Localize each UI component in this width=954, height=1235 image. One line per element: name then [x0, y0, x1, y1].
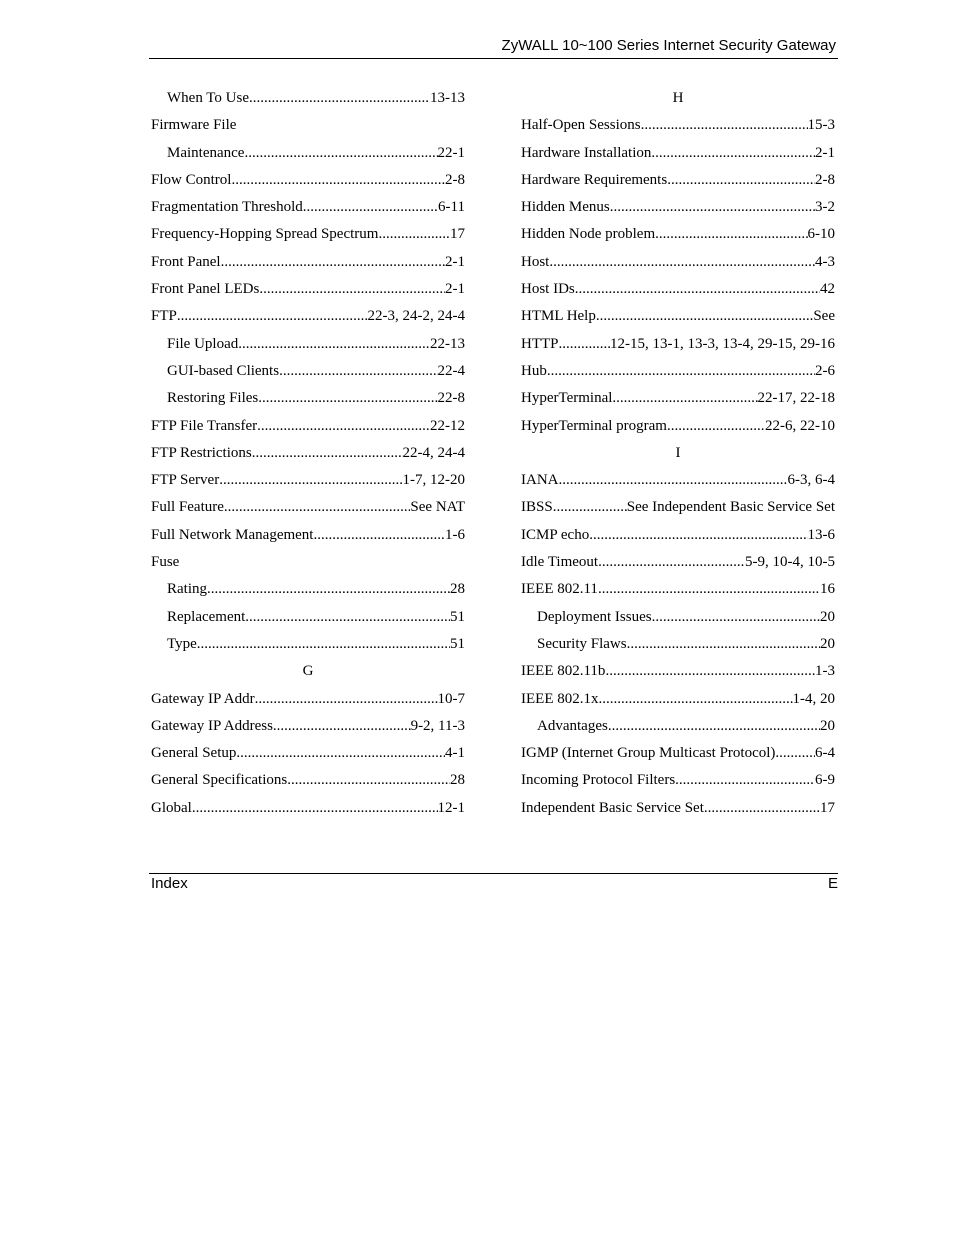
index-page-ref: 20: [820, 608, 835, 625]
dot-leader: [559, 467, 788, 494]
index-term: FTP Server: [151, 472, 220, 489]
index-entry: [151, 221, 465, 248]
index-entry: [521, 167, 835, 194]
index-term: Fragmentation Threshold: [151, 199, 303, 216]
index-subentry: [151, 576, 465, 603]
index-page-ref: 28: [450, 581, 465, 598]
index-page-ref: 10-7: [437, 690, 465, 707]
index-term: Type: [167, 635, 197, 652]
dot-leader: [641, 112, 808, 139]
index-entry: [521, 385, 835, 412]
index-page-ref: 1-6: [445, 526, 465, 543]
index-entry: [521, 249, 835, 276]
index-page-ref: 2-8: [815, 171, 835, 188]
index-term: Front Panel: [151, 253, 221, 270]
index-page-ref: 12-1: [437, 799, 465, 816]
index-term: HTML Help: [521, 308, 596, 325]
index-page-ref: 20: [820, 717, 835, 734]
dot-leader: [249, 85, 430, 112]
index-subentry: [151, 358, 465, 385]
index-page-ref: 22-3, 24-2, 24-4: [367, 308, 465, 325]
index-entry: [151, 112, 465, 139]
dot-leader: [655, 221, 807, 248]
index-page-ref: 51: [450, 635, 465, 652]
index-page-ref: 28: [450, 772, 465, 789]
page-header-title: ZyWALL 10~100 Series Internet Security Gateway: [501, 37, 836, 54]
footer-section-label: Index: [151, 875, 188, 892]
index-subentry: [151, 385, 465, 412]
index-page-ref: 42: [820, 281, 835, 298]
index-term: Independent Basic Service Set: [521, 799, 704, 816]
index-term: FTP: [151, 308, 177, 325]
index-term: IEEE 802.11b: [521, 663, 606, 680]
index-page-ref: 22-4: [437, 362, 465, 379]
dot-leader: [245, 604, 450, 631]
index-entry: [151, 686, 465, 713]
index-page-ref: 22-12: [430, 417, 465, 434]
dot-leader: [589, 522, 807, 549]
index-term: When To Use: [167, 90, 249, 106]
dot-leader: [207, 576, 450, 603]
index-term: General Specifications: [151, 772, 288, 789]
dot-leader: [287, 767, 450, 794]
dot-leader: [704, 795, 820, 822]
index-term: Hub: [521, 362, 547, 379]
index-term: Maintenance: [167, 144, 245, 161]
dot-leader: [224, 494, 411, 521]
index-term: GUI-based Clients: [167, 362, 280, 379]
index-term: Host: [521, 253, 550, 270]
index-term: Front Panel LEDs: [151, 281, 260, 298]
dot-leader: [236, 740, 445, 767]
index-page-ref: 3-2: [815, 199, 835, 216]
index-entry: [151, 276, 465, 303]
dot-leader: [549, 249, 815, 276]
index-term: Host IDs: [521, 281, 575, 298]
dot-leader: [547, 358, 815, 385]
dot-leader: [608, 713, 820, 740]
index-page-ref: 6-9: [815, 772, 835, 789]
index-term: Incoming Protocol Filters: [521, 772, 676, 789]
index-subentry: [151, 85, 465, 112]
dot-leader: [575, 276, 820, 303]
index-entry: [521, 303, 835, 330]
index-term: Hardware Installation: [521, 144, 652, 161]
index-entry: [151, 767, 465, 794]
index-entry: [151, 303, 465, 330]
index-entry: [151, 440, 465, 467]
index-term: Hidden Menus: [521, 199, 610, 216]
index-entry: [521, 767, 835, 794]
dot-leader: [652, 604, 820, 631]
index-term: IEEE 802.11: [521, 581, 598, 598]
index-subentry: [521, 631, 835, 658]
dot-leader: [244, 140, 437, 167]
dot-leader: [627, 631, 820, 658]
index-term: Deployment Issues: [537, 608, 652, 625]
index-page-ref: 15-3: [807, 117, 835, 134]
index-page-ref: 1-3: [815, 663, 835, 680]
index-page-ref: 1-4, 20: [792, 690, 835, 707]
index-term: Gateway IP Addr: [151, 690, 255, 707]
index-entry: [521, 686, 835, 713]
index-term: File Upload: [167, 335, 239, 352]
index-page-ref: 4-1: [445, 745, 465, 762]
index-term: Flow Control: [151, 171, 232, 188]
index-subentry: [151, 140, 465, 167]
index-term: Half-Open Sessions: [521, 117, 641, 134]
index-page-ref: 2-8: [445, 171, 465, 188]
index-term: HyperTerminal: [521, 390, 613, 407]
index-entry: [521, 740, 835, 767]
dot-leader: [553, 494, 627, 521]
index-page-ref: 6-10: [807, 226, 835, 243]
index-page-ref: 5-9, 10-4, 10-5: [745, 554, 835, 571]
index-entry: [521, 522, 835, 549]
index-term: HyperTerminal program: [521, 417, 667, 434]
index-term: Fuse: [151, 554, 180, 571]
dot-leader: [258, 385, 437, 412]
index-term: Rating: [167, 581, 207, 598]
index-entry: [521, 795, 835, 822]
dot-leader: [219, 467, 402, 494]
dot-leader: [252, 440, 403, 467]
dot-leader: [596, 303, 813, 330]
index-entry: [151, 549, 465, 576]
index-page-ref: 22-4, 24-4: [402, 444, 465, 461]
index-term: Firmware File: [151, 117, 237, 134]
index-entry: [521, 112, 835, 139]
index-term: IEEE 802.1x: [521, 690, 599, 707]
index-term: IGMP (Internet Group Multicast Protocol): [521, 745, 776, 762]
index-term: Hidden Node problem: [521, 226, 656, 243]
index-term: IANA: [521, 472, 559, 489]
dot-leader: [667, 167, 815, 194]
index-term: HTTP: [521, 335, 559, 352]
index-entry: [151, 167, 465, 194]
dot-leader: [197, 631, 450, 658]
index-entry: [521, 467, 835, 494]
index-entry: [151, 249, 465, 276]
index-entry: [521, 276, 835, 303]
index-entry: [151, 467, 465, 494]
index-page-ref: 1-7, 12-20: [402, 472, 465, 489]
index-page-ref: 4-3: [815, 253, 835, 270]
index-page-ref: 22-6, 22-10: [765, 417, 835, 434]
dot-leader: [303, 194, 438, 221]
index-page-ref: 12-15, 13-1, 13-3, 13-4, 29-15, 29-16: [610, 335, 835, 352]
index-term: Gateway IP Address: [151, 717, 273, 734]
index-entry: [151, 713, 465, 740]
index-page-ref: 16: [820, 581, 835, 598]
index-entry: [521, 194, 835, 221]
index-entry: [521, 221, 835, 248]
index-term: ICMP echo: [521, 526, 590, 543]
index-page-ref: 2-1: [815, 144, 835, 161]
index-page-ref: 22-1: [437, 144, 465, 161]
dot-leader: [255, 686, 438, 713]
index-term: FTP File Transfer: [151, 417, 258, 434]
index-entry: [521, 358, 835, 385]
dot-leader: [605, 658, 815, 685]
index-entry: [521, 658, 835, 685]
footer-rule: [149, 873, 838, 874]
index-term: Frequency-Hopping Spread Spectrum: [151, 226, 379, 243]
index-term: Idle Timeout: [521, 554, 599, 571]
dot-leader: [675, 767, 815, 794]
index-page-ref: 22-8: [437, 390, 465, 407]
index-term: Full Feature: [151, 499, 224, 516]
index-page-ref: 2-1: [445, 281, 465, 298]
index-term: IBSS: [521, 499, 553, 516]
index-page-ref: 22-13: [430, 335, 465, 352]
dot-leader: [313, 522, 445, 549]
index-page-ref: 9-2, 11-3: [410, 717, 465, 734]
index-section-letter: G: [302, 663, 314, 680]
dot-leader: [273, 713, 411, 740]
dot-leader: [192, 795, 438, 822]
index-term: Replacement: [167, 608, 246, 625]
index-entry: [521, 140, 835, 167]
index-term: Advantages: [537, 717, 608, 734]
index-term: Full Network Management: [151, 526, 314, 543]
dot-leader: [257, 413, 430, 440]
dot-leader: [598, 686, 792, 713]
index-page-ref: 51: [450, 608, 465, 625]
index-entry: [151, 522, 465, 549]
index-entry: [521, 576, 835, 603]
index-entry: [521, 494, 835, 521]
dot-leader: [177, 303, 368, 330]
index-page-ref: See Independent Basic Service Set: [626, 499, 835, 516]
index-page-ref: 2-1: [445, 253, 465, 270]
index-subentry: [521, 713, 835, 740]
dot-leader: [667, 413, 765, 440]
index-page-ref: See: [813, 308, 835, 325]
index-entry: [151, 494, 465, 521]
index-column-right: [521, 85, 835, 822]
dot-leader: [598, 576, 820, 603]
index-page-ref: See NAT: [410, 499, 465, 516]
index-page-ref: 6-4: [815, 745, 835, 762]
index-page-ref: 6-11: [438, 199, 465, 216]
index-subentry: [151, 331, 465, 358]
index-page-ref: 17: [450, 226, 465, 243]
index-subentry: [151, 631, 465, 658]
dot-leader: [775, 740, 815, 767]
index-page-ref: 6-3, 6-4: [787, 472, 835, 489]
dot-leader: [279, 358, 437, 385]
dot-leader: [259, 276, 445, 303]
dot-leader: [378, 221, 450, 248]
index-entry: [521, 331, 835, 358]
index-page-ref: 13-6: [807, 526, 835, 543]
index-column-left: [151, 85, 465, 822]
footer-page-number: E: [827, 875, 838, 892]
header-rule: [149, 58, 838, 59]
index-term: Restoring Files: [167, 390, 259, 407]
dot-leader: [598, 549, 745, 576]
index-page-ref: 17: [820, 799, 835, 816]
index-entry: [151, 795, 465, 822]
index-entry: [151, 413, 465, 440]
index-page-ref: 20: [820, 635, 835, 652]
dot-leader: [221, 249, 445, 276]
index-subentry: [521, 604, 835, 631]
dot-leader: [612, 385, 757, 412]
dot-leader: [231, 167, 445, 194]
dot-leader: [559, 331, 611, 358]
index-section-letter: I: [675, 444, 681, 461]
dot-leader: [238, 331, 430, 358]
index-page-ref: 22-17, 22-18: [757, 390, 835, 407]
index-entry: [151, 194, 465, 221]
index-section-letter: H: [672, 90, 684, 106]
index-subentry: [151, 604, 465, 631]
dot-leader: [651, 140, 815, 167]
index-term: Global: [151, 799, 192, 816]
index-entry: [521, 549, 835, 576]
index-entry: [521, 413, 835, 440]
index-page-ref: 13-13: [430, 90, 465, 106]
dot-leader: [610, 194, 815, 221]
index-term: FTP Restrictions: [151, 444, 252, 461]
index-term: General Setup: [151, 745, 237, 762]
index-page-ref: 2-6: [815, 362, 835, 379]
index-term: Security Flaws: [537, 635, 627, 652]
index-term: Hardware Requirements: [521, 171, 668, 188]
index-entry: [151, 740, 465, 767]
